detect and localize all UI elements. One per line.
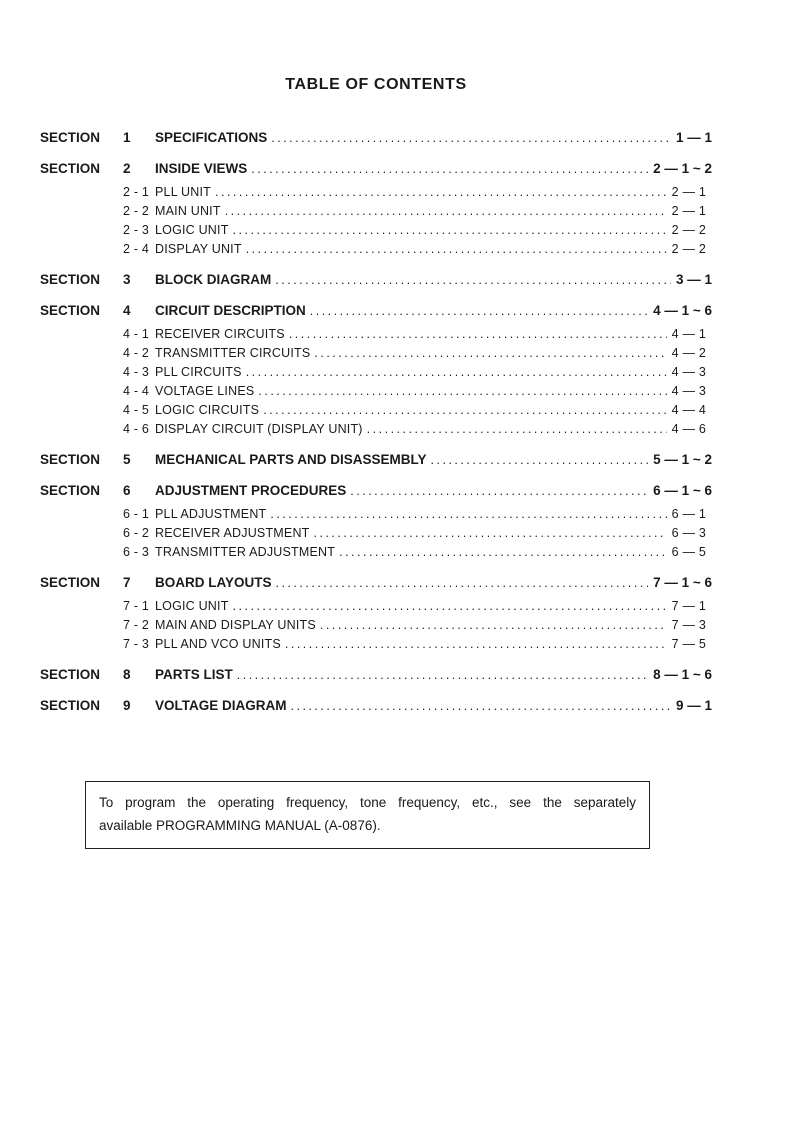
- dot-leader: [270, 505, 666, 524]
- entry-page-number: 6 — 3: [671, 526, 706, 540]
- dot-leader: [285, 635, 667, 654]
- toc-subsection-row: [40, 183, 712, 202]
- entry-number: 6 - 2: [123, 526, 150, 540]
- dot-leader: [233, 221, 667, 240]
- toc-subsection-row: [40, 363, 712, 382]
- dot-leader: [233, 597, 667, 616]
- entry-number: 2: [123, 161, 131, 176]
- entry-number: 8: [123, 667, 131, 682]
- toc-subsection-row: [40, 202, 712, 221]
- dot-leader: [367, 420, 667, 439]
- dot-leader: [215, 183, 667, 202]
- note-line: available PROGRAMMING MANUAL (A-0876).: [99, 818, 381, 833]
- toc-section-row: [40, 450, 712, 470]
- entry-page-number: 7 — 1: [671, 599, 706, 613]
- section-label: SECTION: [40, 575, 101, 590]
- entry-number: 2 - 3: [123, 223, 150, 237]
- entry-number: 6: [123, 483, 131, 498]
- entry-page-number: 8 — 1 ~ 6: [653, 667, 712, 682]
- entry-number: 3: [123, 272, 131, 287]
- dot-leader: [275, 270, 671, 290]
- section-label: SECTION: [40, 483, 101, 498]
- dot-leader: [225, 202, 667, 221]
- section-label: SECTION: [40, 130, 101, 145]
- entry-page-number: 7 — 5: [671, 637, 706, 651]
- entry-page-number: 2 — 2: [671, 242, 706, 256]
- entry-title: PARTS LIST: [155, 667, 233, 682]
- entry-number: 4 - 4: [123, 384, 150, 398]
- entry-page-number: 9 — 1: [675, 698, 712, 713]
- page-title: TABLE OF CONTENTS: [285, 76, 467, 93]
- entry-number: 2 - 2: [123, 204, 150, 218]
- dot-leader: [314, 524, 667, 543]
- toc-section-row: [40, 573, 712, 593]
- entry-title: RECEIVER ADJUSTMENT: [155, 526, 310, 540]
- entry-title: RECEIVER CIRCUITS: [155, 327, 285, 341]
- entry-page-number: 4 — 1: [671, 327, 706, 341]
- entry-page-number: 4 — 3: [671, 384, 706, 398]
- dot-leader: [246, 240, 667, 259]
- toc-subsection-row: [40, 505, 712, 524]
- toc-subsection-row: [40, 240, 712, 259]
- entry-title: MAIN AND DISPLAY UNITS: [155, 618, 316, 632]
- entry-page-number: 5 — 1 ~ 2: [653, 452, 712, 467]
- entry-number: 4 - 6: [123, 422, 150, 436]
- entry-title: MAIN UNIT: [155, 204, 221, 218]
- entry-number: 7 - 1: [123, 599, 150, 613]
- dot-leader: [263, 401, 666, 420]
- entry-title: SPECIFICATIONS: [155, 130, 268, 145]
- section-label: SECTION: [40, 698, 101, 713]
- entry-page-number: 6 — 1: [671, 507, 706, 521]
- entry-number: 4: [123, 303, 131, 318]
- entry-number: 4 - 5: [123, 403, 150, 417]
- entry-title: LOGIC CIRCUITS: [155, 403, 260, 417]
- entry-title: PLL ADJUSTMENT: [155, 507, 267, 521]
- entry-page-number: 7 — 1 ~ 6: [653, 575, 712, 590]
- dot-leader: [258, 382, 666, 401]
- entry-page-number: 2 — 1: [671, 185, 706, 199]
- entry-title: LOGIC UNIT: [155, 599, 229, 613]
- entry-title: BOARD LAYOUTS: [155, 575, 272, 590]
- entry-title: DISPLAY UNIT: [155, 242, 242, 256]
- entry-page-number: 4 — 4: [671, 403, 706, 417]
- toc-section-row: [40, 128, 712, 148]
- note-line: To program the operating frequency, tone frequency, etc., see the separately: [99, 795, 636, 810]
- entry-page-number: 2 — 2: [671, 223, 706, 237]
- entry-title: BLOCK DIAGRAM: [155, 272, 272, 287]
- entry-title: VOLTAGE DIAGRAM: [155, 698, 287, 713]
- entry-title: LOGIC UNIT: [155, 223, 229, 237]
- entry-title: PLL UNIT: [155, 185, 212, 199]
- entry-number: 1: [123, 130, 131, 145]
- entry-page-number: 4 — 6: [671, 422, 706, 436]
- dot-leader: [350, 481, 648, 501]
- toc-subsection-row: [40, 420, 712, 439]
- toc-section-row: [40, 159, 712, 179]
- toc-subsection-row: [40, 221, 712, 240]
- dot-leader: [314, 344, 666, 363]
- toc-subsection-row: [40, 635, 712, 654]
- toc-subsection-row: [40, 597, 712, 616]
- dot-leader: [310, 301, 648, 321]
- toc-subsection-row: [40, 616, 712, 635]
- section-label: SECTION: [40, 452, 101, 467]
- entry-title: ADJUSTMENT PROCEDURES: [155, 483, 347, 498]
- entry-number: 5: [123, 452, 131, 467]
- entry-page-number: 4 — 1 ~ 6: [653, 303, 712, 318]
- entry-number: 9: [123, 698, 131, 713]
- entry-title: CIRCUIT DESCRIPTION: [155, 303, 306, 318]
- entry-number: 2 - 4: [123, 242, 150, 256]
- entry-title: PLL AND VCO UNITS: [155, 637, 281, 651]
- toc-section-row: [40, 270, 712, 290]
- entry-number: 4 - 2: [123, 346, 150, 360]
- section-label: SECTION: [40, 303, 101, 318]
- dot-leader: [276, 573, 649, 593]
- entry-title: MECHANICAL PARTS AND DISASSEMBLY: [155, 452, 427, 467]
- dot-leader: [251, 159, 648, 179]
- entry-number: 7 - 2: [123, 618, 150, 632]
- section-label: SECTION: [40, 272, 101, 287]
- entry-number: 4 - 1: [123, 327, 150, 341]
- dot-leader: [431, 450, 649, 470]
- entry-page-number: 2 — 1 ~ 2: [653, 161, 712, 176]
- entry-number: 4 - 3: [123, 365, 150, 379]
- toc-subsection-row: [40, 524, 712, 543]
- entry-page-number: 6 — 5: [671, 545, 706, 559]
- toc-section-row: [40, 696, 712, 716]
- toc-list: [40, 128, 712, 716]
- entry-number: 7 - 3: [123, 637, 150, 651]
- entry-number: 7: [123, 575, 131, 590]
- entry-page-number: 4 — 3: [671, 365, 706, 379]
- entry-title: DISPLAY CIRCUIT (DISPLAY UNIT): [155, 422, 363, 436]
- entry-number: 2 - 1: [123, 185, 150, 199]
- dot-leader: [320, 616, 667, 635]
- entry-title: TRANSMITTER ADJUSTMENT: [155, 545, 336, 559]
- section-label: SECTION: [40, 667, 101, 682]
- section-label: SECTION: [40, 161, 101, 176]
- entry-page-number: 2 — 1: [671, 204, 706, 218]
- dot-leader: [289, 325, 667, 344]
- toc-subsection-row: [40, 344, 712, 363]
- dot-leader: [246, 363, 667, 382]
- toc-subsection-row: [40, 401, 712, 420]
- entry-page-number: 7 — 3: [671, 618, 706, 632]
- entry-page-number: 3 — 1: [675, 272, 712, 287]
- entry-page-number: 6 — 1 ~ 6: [653, 483, 712, 498]
- entry-title: INSIDE VIEWS: [155, 161, 248, 176]
- entry-title: VOLTAGE LINES: [155, 384, 255, 398]
- entry-title: PLL CIRCUITS: [155, 365, 242, 379]
- toc-section-row: [40, 301, 712, 321]
- dot-leader: [237, 665, 648, 685]
- dot-leader: [339, 543, 667, 562]
- toc-section-row: [40, 481, 712, 501]
- toc-subsection-row: [40, 325, 712, 344]
- dot-leader: [291, 696, 671, 716]
- dot-leader: [271, 128, 671, 148]
- toc-subsection-row: [40, 382, 712, 401]
- entry-number: 6 - 3: [123, 545, 150, 559]
- entry-page-number: 1 — 1: [675, 130, 712, 145]
- entry-title: TRANSMITTER CIRCUITS: [155, 346, 311, 360]
- entry-page-number: 4 — 2: [671, 346, 706, 360]
- programming-note-box: [85, 781, 650, 849]
- toc-section-row: [40, 665, 712, 685]
- toc-subsection-row: [40, 543, 712, 562]
- entry-number: 6 - 1: [123, 507, 150, 521]
